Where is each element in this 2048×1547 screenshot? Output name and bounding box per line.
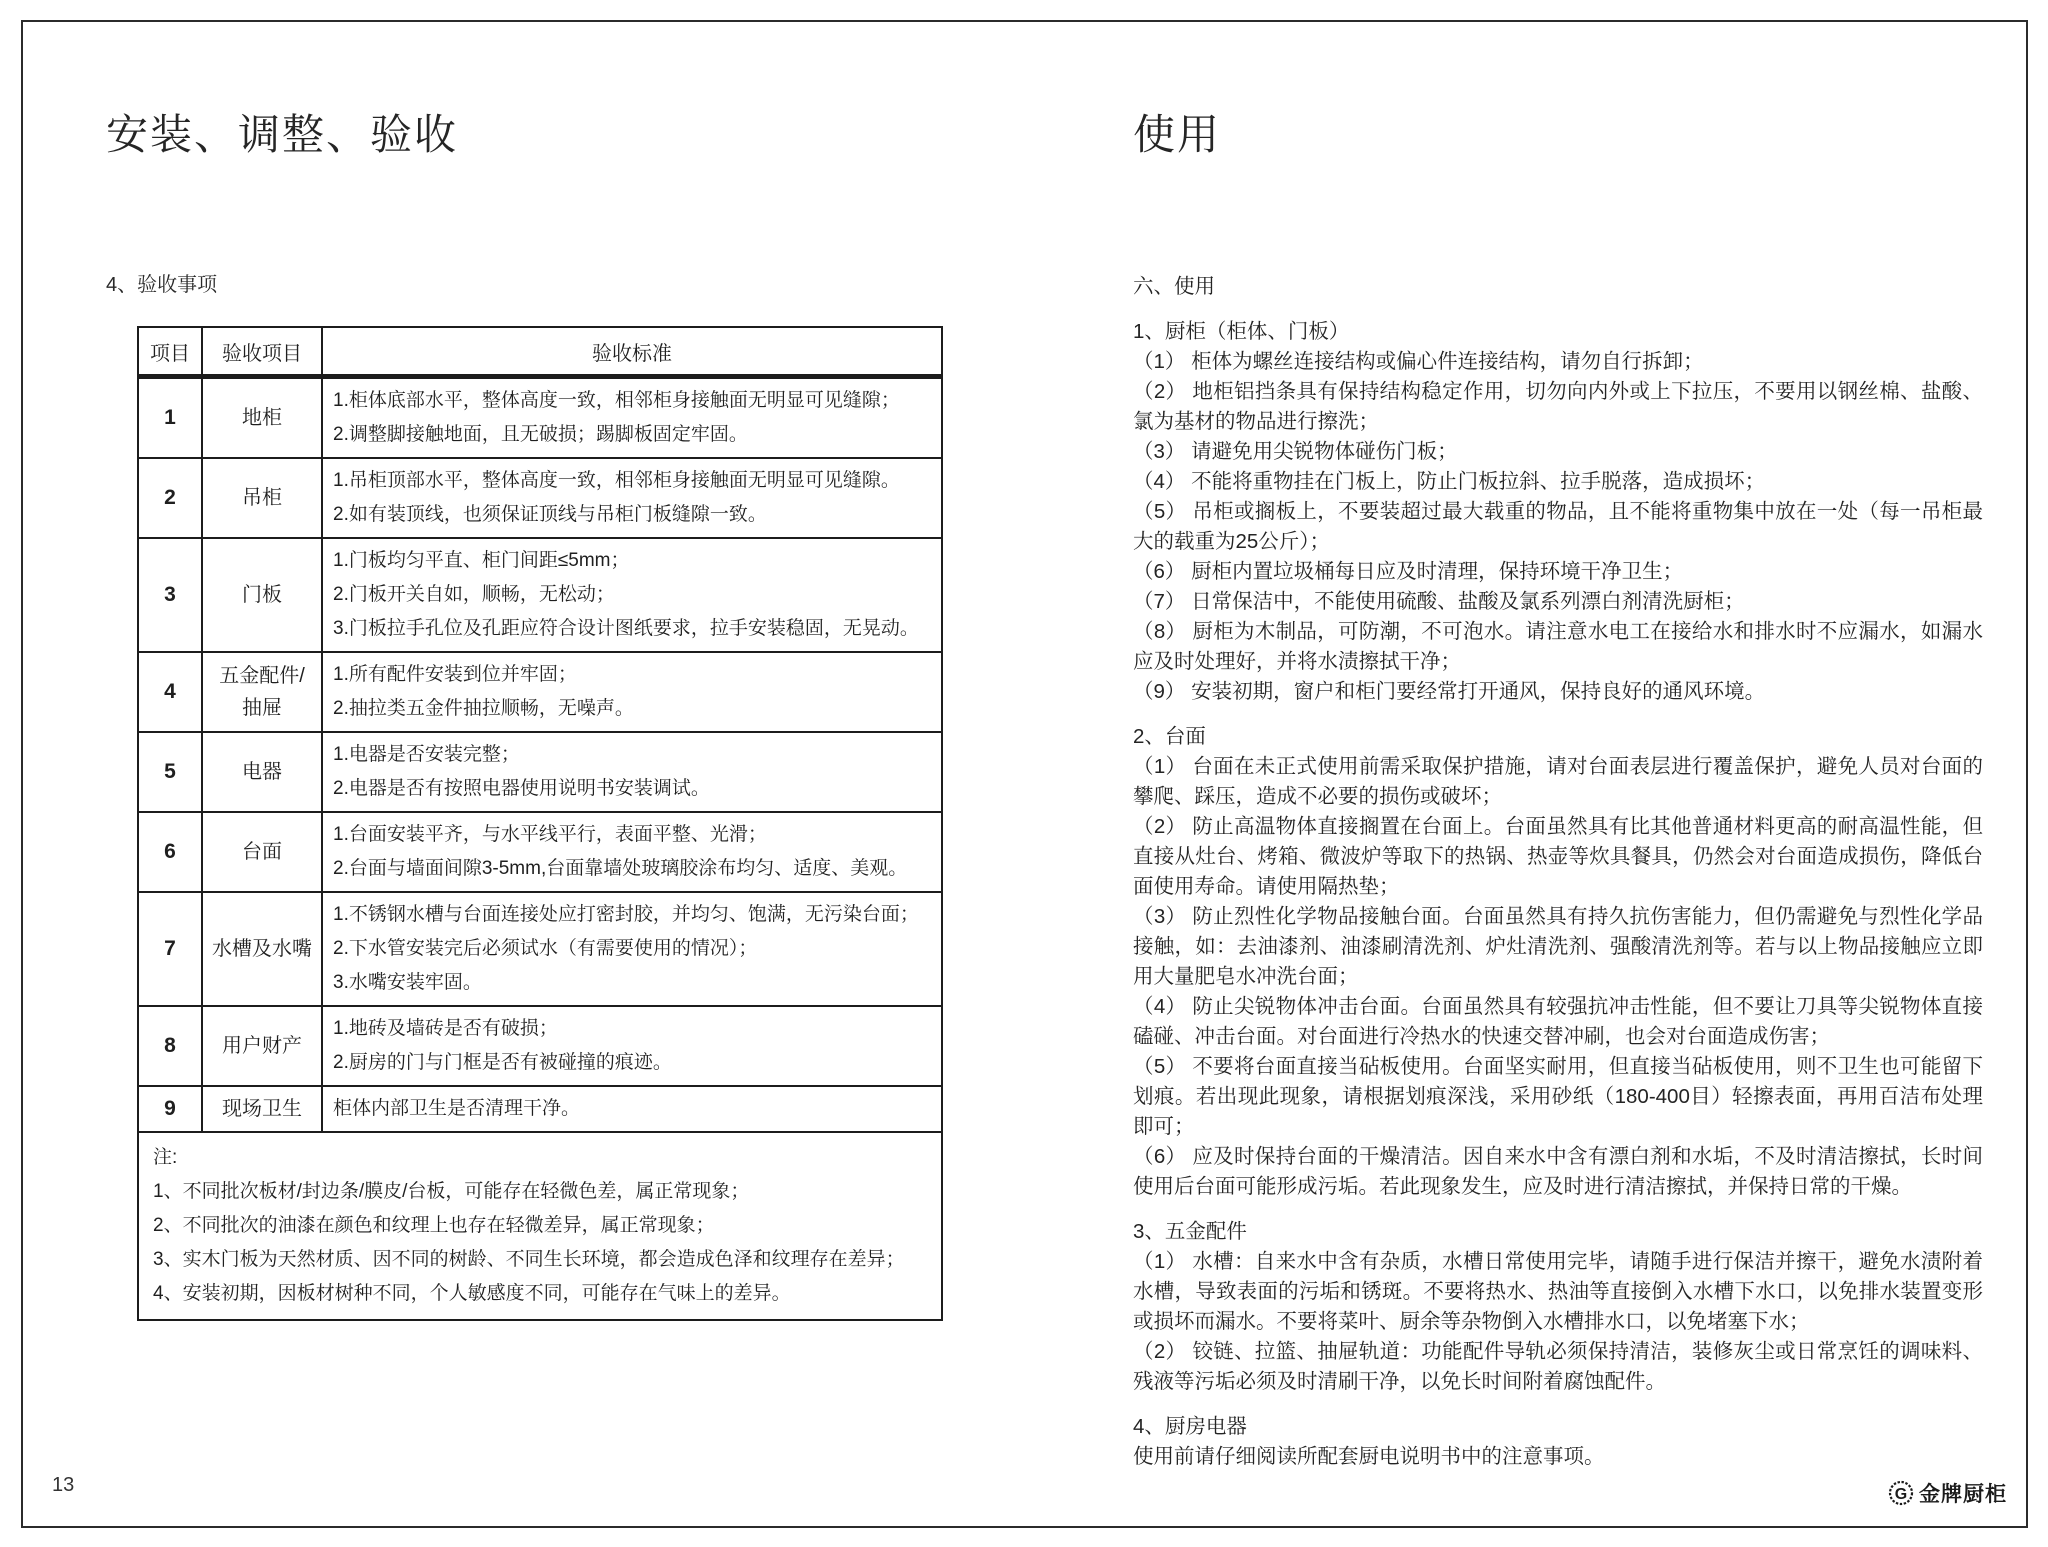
note-line: 1、不同批次板材/封边条/膜皮/台板，可能存在轻微色差，属正常现象； bbox=[153, 1181, 750, 1202]
usage-item: （4） 防止尖锐物体冲击台面。台面虽然具有较强抗冲击性能，但不要让刀具等尖锐物体直接磕碰、冲击台面。对台面进行冷热水的快速交替冲刷，也会对台面造成伤害； bbox=[1133, 995, 1983, 1048]
usage-item: （5） 吊柜或搁板上，不要装超过最大载重的物品，且不能将重物集中放在一处（每一吊柜最大的载重为25公斤）； bbox=[1133, 500, 1983, 553]
standard-line: 1.电器是否安装完整； bbox=[333, 744, 520, 765]
usage-section-label: 六、使用 bbox=[1133, 275, 1215, 298]
section-heading: 2、台面 bbox=[1133, 725, 1206, 748]
usage-item: （1） 水槽：自来水中含有杂质，水槽日常使用完毕，请随手进行保洁并擦干，避免水渍附着水槽，导致表面的污垢和锈斑。不要将热水、热油等直接倒入水槽下水口，以免排水装置变形或损坏而漏水。不要将菜叶、厨余等杂物倒入水槽排水口，以免堵塞下水； bbox=[1133, 1250, 1983, 1333]
usage-item: （8） 厨柜为木制品，可防潮，不可泡水。请注意水电工在接给水和排水时不应漏水，如漏水应及时处理好，并将水渍擦拭干净； bbox=[1133, 620, 1983, 673]
row-standard bbox=[322, 1006, 942, 1086]
standard-line: 1.不锈钢水槽与台面连接处应打密封胶，并均匀、饱满，无污染台面； bbox=[333, 904, 919, 925]
table-row bbox=[138, 892, 942, 1006]
table-notes-row bbox=[138, 1132, 942, 1320]
row-item: 台面 bbox=[202, 812, 322, 892]
usage-item: （4） 不能将重物挂在门板上，防止门板拉斜、拉手脱落，造成损坏； bbox=[1133, 470, 1766, 493]
page-number: 13 bbox=[52, 1474, 75, 1496]
standard-line: 3.水嘴安装牢固。 bbox=[333, 972, 482, 993]
section-countertop bbox=[1133, 722, 1983, 1202]
standard-line: 柜体内部卫生是否清理干净。 bbox=[333, 1098, 581, 1119]
usage-item: （1） 台面在未正式使用前需采取保护措施，请对台面表层进行覆盖保护，避免人员对台面的攀爬、踩压，造成不必要的损伤或破坏； bbox=[1133, 755, 1983, 808]
header-standard: 验收标准 bbox=[322, 327, 942, 377]
note-line: 3、实木门板为天然材质、因不同的树龄、不同生长环境，都会造成色泽和纹理存在差异； bbox=[153, 1249, 905, 1270]
row-item: 吊柜 bbox=[202, 458, 322, 538]
usage-item: （2） 地柜铝挡条具有保持结构稳定作用，切勿向内外或上下拉压，不要用以钢丝棉、盐酸、氯为基材的物品进行擦洗； bbox=[1133, 380, 1983, 433]
left-section-label: 4、验收事项 bbox=[106, 274, 218, 296]
section-hardware bbox=[1133, 1217, 1983, 1397]
row-standard bbox=[322, 892, 942, 1006]
row-standard bbox=[322, 458, 942, 538]
standard-line: 1.吊柜顶部水平，整体高度一致，相邻柜身接触面无明显可见缝隙。 bbox=[333, 470, 900, 491]
acceptance-table bbox=[137, 326, 943, 1321]
header-item-no: 项目 bbox=[138, 327, 202, 377]
header-item-name: 验收项目 bbox=[202, 327, 322, 377]
table-row bbox=[138, 732, 942, 812]
row-item: 门板 bbox=[202, 538, 322, 652]
section-heading: 3、五金配件 bbox=[1133, 1220, 1247, 1243]
row-standard bbox=[322, 732, 942, 812]
row-item: 用户财产 bbox=[202, 1006, 322, 1086]
table-row bbox=[138, 377, 942, 459]
standard-line: 2.调整脚接触地面，且无破损；踢脚板固定牢固。 bbox=[333, 424, 748, 445]
row-item: 水槽及水嘴 bbox=[202, 892, 322, 1006]
row-standard bbox=[322, 538, 942, 652]
standard-line: 2.下水管安装完后必须试水（有需要使用的情况）； bbox=[333, 938, 758, 959]
table-header-row bbox=[138, 327, 942, 377]
row-number: 5 bbox=[138, 732, 202, 812]
usage-item: （2） 防止高温物体直接搁置在台面上。台面虽然具有比其他普通材料更高的耐高温性能，但直接从灶台、烤箱、微波炉等取下的热锅、热壶等炊具餐具，仍然会对台面造成损伤，降低台面使用寿命。请使用隔热垫； bbox=[1133, 815, 1983, 898]
table-row bbox=[138, 458, 942, 538]
table-row bbox=[138, 812, 942, 892]
row-number: 9 bbox=[138, 1086, 202, 1132]
note-line: 注: bbox=[153, 1147, 178, 1168]
usage-item: （2） 铰链、拉篮、抽屉轨道：功能配件导轨必须保持清洁，装修灰尘或日常烹饪的调味料、残液等污垢必须及时清刷干净，以免长时间附着腐蚀配件。 bbox=[1133, 1340, 1983, 1393]
notes-cell bbox=[138, 1132, 942, 1320]
standard-line: 3.门板拉手孔位及孔距应符合设计图纸要求，拉手安装稳固，无晃动。 bbox=[333, 618, 919, 639]
usage-item: （7） 日常保洁中，不能使用硫酸、盐酸及氯系列漂白剂清洗厨柜； bbox=[1133, 590, 1745, 613]
usage-item: （6） 应及时保持台面的干燥清洁。因自来水中含有漂白剂和水垢，不及时清洁擦拭，长时间使用后台面可能形成污垢。若此现象发生，应及时进行清洁擦拭，并保持日常的干燥。 bbox=[1133, 1145, 1983, 1198]
section-heading: 1、厨柜（柜体、门板） bbox=[1133, 320, 1350, 343]
note-line: 2、不同批次的油漆在颜色和纹理上也存在轻微差异，属正常现象； bbox=[153, 1215, 715, 1236]
row-number: 2 bbox=[138, 458, 202, 538]
row-number: 3 bbox=[138, 538, 202, 652]
row-number: 4 bbox=[138, 652, 202, 732]
usage-item: （5） 不要将台面直接当砧板使用。台面坚实耐用，但直接当砧板使用，则不卫生也可能留下划痕。若出现此现象，请根据划痕深浅，采用砂纸（180-400目）轻擦表面，再用百洁布处理即可； bbox=[1133, 1055, 1983, 1138]
row-number: 8 bbox=[138, 1006, 202, 1086]
standard-line: 2.门板开关自如，顺畅，无松动； bbox=[333, 584, 615, 605]
row-standard bbox=[322, 377, 942, 459]
row-number: 7 bbox=[138, 892, 202, 1006]
gear-g-icon bbox=[1888, 1480, 1914, 1506]
usage-item: （9） 安装初期，窗户和柜门要经常打开通风，保持良好的通风环境。 bbox=[1133, 680, 1766, 703]
standard-line: 2.如有装顶线，也须保证顶线与吊柜门板缝隙一致。 bbox=[333, 504, 767, 525]
standard-line: 1.门板均匀平直、柜门间距≤5mm； bbox=[333, 550, 630, 571]
row-item: 现场卫生 bbox=[202, 1086, 322, 1132]
standard-line: 1.柜体底部水平，整体高度一致，相邻柜身接触面无明显可见缝隙； bbox=[333, 390, 900, 411]
usage-item: （3） 请避免用尖锐物体碰伤门板； bbox=[1133, 440, 1458, 463]
brand-name: 金牌厨柜 bbox=[1919, 1483, 2007, 1506]
right-page-title: 使用 bbox=[1133, 111, 1222, 158]
row-item: 电器 bbox=[202, 732, 322, 812]
row-number: 6 bbox=[138, 812, 202, 892]
table-row bbox=[138, 538, 942, 652]
standard-line: 2.厨房的门与门框是否有被碰撞的痕迹。 bbox=[333, 1052, 672, 1073]
standard-line: 1.台面安装平齐，与水平线平行，表面平整、光滑； bbox=[333, 824, 767, 845]
usage-item: （6） 厨柜内置垃圾桶每日应及时清理，保持环境干净卫生； bbox=[1133, 560, 1684, 583]
row-standard bbox=[322, 1086, 942, 1132]
left-page-title: 安装、调整、验收 bbox=[106, 111, 459, 158]
row-number: 1 bbox=[138, 377, 202, 459]
standard-line: 1.所有配件安装到位并牢固； bbox=[333, 664, 577, 685]
standard-line: 2.电器是否有按照电器使用说明书安装调试。 bbox=[333, 778, 710, 799]
row-item: 五金配件/抽屉 bbox=[202, 652, 322, 732]
section-heading: 4、厨房电器 bbox=[1133, 1415, 1247, 1438]
table-row bbox=[138, 1086, 942, 1132]
standard-line: 2.台面与墙面间隙3-5mm,台面靠墙处玻璃胶涂布均匀、适度、美观。 bbox=[333, 858, 908, 879]
usage-content bbox=[1133, 272, 1983, 1472]
usage-item: （3） 防止烈性化学物品接触台面。台面虽然具有持久抗伤害能力，但仍需避免与烈性化学品接触，如：去油漆剂、油漆刷清洗剂、炉灶清洗剂、强酸清洗剂等。若与以上物品接触应立即用大量肥皂水冲洗台面； bbox=[1133, 905, 1983, 988]
table-row bbox=[138, 652, 942, 732]
row-item: 地柜 bbox=[202, 377, 322, 459]
note-line: 4、安装初期，因板材树种不同，个人敏感度不同，可能存在气味上的差异。 bbox=[153, 1283, 791, 1304]
table-row bbox=[138, 1006, 942, 1086]
usage-item: 使用前请仔细阅读所配套厨电说明书中的注意事项。 bbox=[1133, 1445, 1605, 1468]
row-standard bbox=[322, 812, 942, 892]
section-appliances bbox=[1133, 1412, 1983, 1472]
brand-logo bbox=[1888, 1478, 2007, 1508]
usage-item: （1） 柜体为螺丝连接结构或偏心件连接结构，请勿自行拆卸； bbox=[1133, 350, 1704, 373]
row-standard bbox=[322, 652, 942, 732]
standard-line: 2.抽拉类五金件抽拉顺畅，无噪声。 bbox=[333, 698, 634, 719]
standard-line: 1.地砖及墙砖是否有破损； bbox=[333, 1018, 558, 1039]
section-cabinet bbox=[1133, 317, 1983, 707]
brand-icon-letter: G bbox=[1894, 1486, 1908, 1503]
